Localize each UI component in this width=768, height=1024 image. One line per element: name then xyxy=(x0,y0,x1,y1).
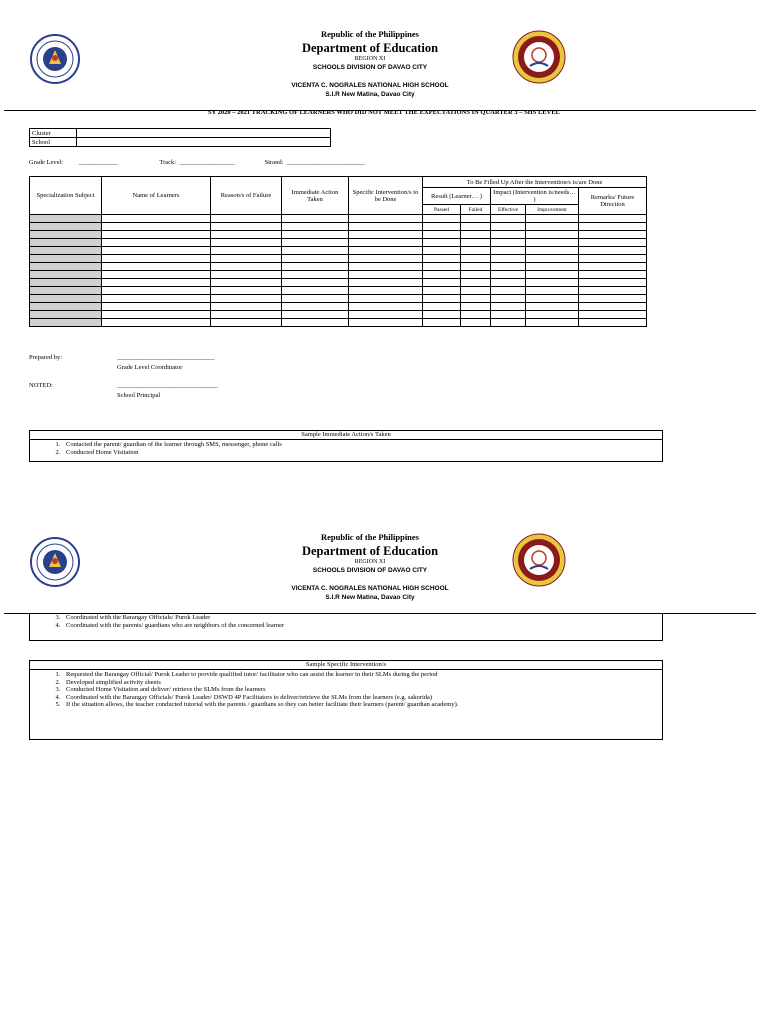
table-row xyxy=(30,271,647,279)
table-cell[interactable] xyxy=(102,247,211,255)
list-item: 4. Coordinated with the parents/ guardians who are neighbors of the concerned learner xyxy=(62,622,662,630)
republic-text: Republic of the Philippines xyxy=(320,29,419,39)
specific-interventions-box xyxy=(29,660,663,740)
table-cell[interactable] xyxy=(282,239,349,247)
noted-label: NOTED: xyxy=(29,382,53,389)
col-specific: Specific Intervention/s to be Done xyxy=(349,177,423,215)
table-cell[interactable] xyxy=(461,287,491,295)
table-cell[interactable] xyxy=(423,255,461,263)
table-cell[interactable] xyxy=(423,295,461,303)
table-cell[interactable] xyxy=(491,295,526,303)
list-item: 4. Coordinated with the Barangay Officials/ Purok Leader/ DSWD 4P Facilitators to deliver/retrieve the SLMs from the learners (e.g. sakorida) xyxy=(62,694,662,702)
table-cell[interactable] xyxy=(30,295,102,303)
table-cell[interactable] xyxy=(282,319,349,327)
prepared-label: Prepared by: xyxy=(29,354,63,361)
tracking-table xyxy=(29,176,647,327)
table-row xyxy=(30,215,647,223)
table-cell[interactable] xyxy=(282,247,349,255)
school-field[interactable] xyxy=(77,138,331,147)
table-cell[interactable] xyxy=(102,311,211,319)
table-cell[interactable] xyxy=(349,279,423,287)
immediate-actions-list-continued xyxy=(30,614,662,629)
table-cell[interactable] xyxy=(30,263,102,271)
table-cell[interactable] xyxy=(102,319,211,327)
address-text: S.I.R New Matina, Davao City xyxy=(325,91,415,98)
table-cell[interactable] xyxy=(102,279,211,287)
table-cell[interactable] xyxy=(526,247,579,255)
list-item: 2. Conducted Home Visitation xyxy=(62,449,662,457)
table-cell[interactable] xyxy=(102,263,211,271)
table-cell[interactable] xyxy=(349,247,423,255)
table-cell[interactable] xyxy=(491,223,526,231)
table-cell[interactable] xyxy=(423,279,461,287)
table-cell[interactable] xyxy=(579,319,647,327)
table-cell[interactable] xyxy=(423,319,461,327)
table-cell[interactable] xyxy=(423,247,461,255)
table-cell[interactable] xyxy=(491,287,526,295)
table-cell[interactable] xyxy=(461,271,491,279)
grade-blank[interactable]: ____________ xyxy=(78,159,118,166)
table-cell[interactable] xyxy=(491,279,526,287)
school-text: VICENTA C. NOGRALES NATIONAL HIGH SCHOOL xyxy=(291,585,449,592)
table-cell[interactable] xyxy=(30,231,102,239)
table-cell[interactable] xyxy=(349,311,423,319)
table-cell[interactable] xyxy=(102,295,211,303)
prepared-block xyxy=(29,354,329,371)
table-cell[interactable] xyxy=(349,295,423,303)
table-cell[interactable] xyxy=(579,239,647,247)
table-cell[interactable] xyxy=(30,287,102,295)
table-cell[interactable] xyxy=(423,239,461,247)
table-cell[interactable] xyxy=(423,223,461,231)
table-cell[interactable] xyxy=(461,231,491,239)
table-cell[interactable] xyxy=(349,319,423,327)
table-cell[interactable] xyxy=(579,303,647,311)
table-cell[interactable] xyxy=(461,223,491,231)
table-cell[interactable] xyxy=(526,255,579,263)
table-cell[interactable] xyxy=(461,311,491,319)
table-row xyxy=(30,231,647,239)
col-immediate: Immediate Action Taken xyxy=(282,177,349,215)
immediate-actions-title: Sample Immediate Action/s Taken xyxy=(30,431,662,440)
table-row xyxy=(30,263,647,271)
table-cell[interactable] xyxy=(349,255,423,263)
table-cell[interactable] xyxy=(211,311,282,319)
noted-block xyxy=(29,382,329,399)
col-result: Result (Learner… ) xyxy=(423,188,491,205)
prepared-role: Grade Level Coordinator xyxy=(117,364,183,371)
cluster-school-table xyxy=(29,128,331,147)
table-row xyxy=(30,319,647,327)
specific-interventions-list xyxy=(30,670,662,709)
table-cell[interactable] xyxy=(211,255,282,263)
table-cell[interactable] xyxy=(30,215,102,223)
table-cell[interactable] xyxy=(423,263,461,271)
table-cell[interactable] xyxy=(211,303,282,311)
table-cell[interactable] xyxy=(526,279,579,287)
table-row xyxy=(30,287,647,295)
table-cell[interactable] xyxy=(491,255,526,263)
table-cell[interactable] xyxy=(282,279,349,287)
table-row xyxy=(30,223,647,231)
table-cell[interactable] xyxy=(102,287,211,295)
form-title: SY 2020 – 2021 TRACKING OF LEARNERS WHO DID NOT MEET THE EXPECTATIONS IN QUARTER 3 – SHS LEVEL xyxy=(207,109,561,116)
noted-role: School Principal xyxy=(117,392,161,399)
list-item: 2. Developed simplified activity sheets xyxy=(62,679,662,687)
grade-level-row xyxy=(29,159,449,166)
table-cell[interactable] xyxy=(491,319,526,327)
table-row xyxy=(30,247,647,255)
col-failed: Failed xyxy=(461,205,491,215)
table-row xyxy=(30,279,647,287)
table-row xyxy=(30,255,647,263)
table-row xyxy=(30,311,647,319)
table-cell[interactable] xyxy=(30,271,102,279)
table-cell[interactable] xyxy=(349,231,423,239)
division-text: SCHOOLS DIVISION OF DAVAO CITY xyxy=(312,64,428,71)
table-cell[interactable] xyxy=(102,223,211,231)
table-cell[interactable] xyxy=(30,239,102,247)
list-item: 1. Requested the Barangay Official/ Purok Leader to provide qualified tutor/ facilitator who can assist the learner in their SLMs during the period xyxy=(62,671,662,679)
table-cell[interactable] xyxy=(211,287,282,295)
school-seal-icon xyxy=(512,30,566,84)
table-cell[interactable] xyxy=(491,303,526,311)
table-cell[interactable] xyxy=(423,231,461,239)
table-cell[interactable] xyxy=(282,311,349,319)
immediate-actions-box-page1 xyxy=(29,430,663,462)
republic-text: Republic of the Philippines xyxy=(320,532,419,542)
table-cell[interactable] xyxy=(491,263,526,271)
table-cell[interactable] xyxy=(211,239,282,247)
table-cell[interactable] xyxy=(461,263,491,271)
table-cell[interactable] xyxy=(423,215,461,223)
col-fill-header: To Be Filled Up After the Intervention/s is/are Done xyxy=(423,177,647,188)
table-cell[interactable] xyxy=(579,279,647,287)
table-cell[interactable] xyxy=(349,263,423,271)
cluster-label: Cluster xyxy=(30,129,77,138)
table-cell[interactable] xyxy=(461,303,491,311)
strand-label: Strand: xyxy=(264,159,284,166)
table-row xyxy=(30,303,647,311)
table-cell[interactable] xyxy=(211,319,282,327)
table-cell[interactable] xyxy=(526,223,579,231)
table-cell[interactable] xyxy=(102,215,211,223)
table-cell[interactable] xyxy=(30,319,102,327)
table-cell[interactable] xyxy=(461,255,491,263)
table-cell[interactable] xyxy=(461,215,491,223)
table-cell[interactable] xyxy=(211,215,282,223)
grade-label: Grade Level: xyxy=(29,159,64,166)
table-cell[interactable] xyxy=(579,247,647,255)
table-cell[interactable] xyxy=(579,311,647,319)
table-cell[interactable] xyxy=(526,295,579,303)
table-cell[interactable] xyxy=(491,215,526,223)
table-cell[interactable] xyxy=(102,255,211,263)
school-text: VICENTA C. NOGRALES NATIONAL HIGH SCHOOL xyxy=(291,82,449,89)
track-blank[interactable]: _________________ xyxy=(179,159,235,166)
track-label: Track: xyxy=(159,159,177,166)
table-cell[interactable] xyxy=(423,311,461,319)
table-cell[interactable] xyxy=(349,239,423,247)
table-cell[interactable] xyxy=(30,303,102,311)
table-cell[interactable] xyxy=(461,247,491,255)
department-text: Department of Education xyxy=(301,41,439,55)
table-cell[interactable] xyxy=(461,295,491,303)
table-cell[interactable] xyxy=(423,303,461,311)
prepared-signature-line[interactable]: ______________________________ xyxy=(117,354,215,361)
table-cell[interactable] xyxy=(491,247,526,255)
region-text: REGION XI xyxy=(354,559,386,565)
table-cell[interactable] xyxy=(349,215,423,223)
table-cell[interactable] xyxy=(526,231,579,239)
table-cell[interactable] xyxy=(102,271,211,279)
table-cell[interactable] xyxy=(102,231,211,239)
cluster-field[interactable] xyxy=(77,129,331,138)
table-cell[interactable] xyxy=(491,311,526,319)
table-cell[interactable] xyxy=(211,279,282,287)
immediate-actions-list xyxy=(30,440,662,456)
immediate-actions-box-page2 xyxy=(29,614,663,641)
table-cell[interactable] xyxy=(526,239,579,247)
deped-seal-icon xyxy=(30,34,80,84)
table-cell[interactable] xyxy=(526,311,579,319)
table-cell[interactable] xyxy=(282,295,349,303)
table-cell[interactable] xyxy=(526,287,579,295)
table-cell[interactable] xyxy=(282,287,349,295)
table-cell[interactable] xyxy=(102,303,211,311)
table-cell[interactable] xyxy=(579,287,647,295)
table-cell[interactable] xyxy=(211,295,282,303)
address-text: S.I.R New Matina, Davao City xyxy=(325,594,415,601)
table-cell[interactable] xyxy=(526,303,579,311)
list-item: 3. Conducted Home Visitation and deliver/ retrieve the SLMs from the learners xyxy=(62,686,662,694)
table-cell[interactable] xyxy=(282,231,349,239)
table-cell[interactable] xyxy=(491,239,526,247)
table-cell[interactable] xyxy=(30,223,102,231)
table-cell[interactable] xyxy=(579,271,647,279)
table-cell[interactable] xyxy=(30,311,102,319)
region-text: REGION XI xyxy=(354,56,386,62)
list-item: 1. Contacted the parent/ guardian of the learner through SMS, messenger, phone calls xyxy=(62,441,662,449)
table-cell[interactable] xyxy=(349,223,423,231)
col-remarks: Remarks/ Future Direction xyxy=(579,188,647,215)
table-cell[interactable] xyxy=(349,287,423,295)
table-cell[interactable] xyxy=(211,231,282,239)
table-cell[interactable] xyxy=(282,223,349,231)
table-cell[interactable] xyxy=(579,263,647,271)
table-cell[interactable] xyxy=(579,255,647,263)
table-cell[interactable] xyxy=(282,215,349,223)
table-cell[interactable] xyxy=(211,223,282,231)
table-cell[interactable] xyxy=(30,255,102,263)
table-cell[interactable] xyxy=(30,247,102,255)
list-item: 5. If the situation allows, the teacher conducted tutorial with the parents / guardians so they can better facilitate their learners (parent/ guardian academy). xyxy=(62,701,662,709)
table-cell[interactable] xyxy=(461,239,491,247)
table-cell[interactable] xyxy=(579,223,647,231)
table-cell[interactable] xyxy=(349,271,423,279)
specific-interventions-title: Sample Specific Intervention/s xyxy=(30,661,662,670)
col-effective: Effective xyxy=(491,205,526,215)
table-row xyxy=(30,239,647,247)
table-cell[interactable] xyxy=(526,263,579,271)
table-cell[interactable] xyxy=(461,319,491,327)
col-name: Name of Learners xyxy=(102,177,211,215)
col-reasons: Reason/s of Failure xyxy=(211,177,282,215)
table-cell[interactable] xyxy=(461,279,491,287)
table-cell[interactable] xyxy=(211,271,282,279)
list-item: 3. Coordinated with the Barangay Officials/ Purok Leader xyxy=(62,614,662,622)
table-cell[interactable] xyxy=(349,303,423,311)
table-cell[interactable] xyxy=(579,215,647,223)
col-improvement: Improvement xyxy=(526,205,579,215)
table-cell[interactable] xyxy=(579,231,647,239)
table-cell[interactable] xyxy=(423,287,461,295)
division-text: SCHOOLS DIVISION OF DAVAO CITY xyxy=(312,567,428,574)
table-cell[interactable] xyxy=(282,271,349,279)
table-cell[interactable] xyxy=(102,239,211,247)
table-cell[interactable] xyxy=(423,271,461,279)
deped-seal-icon xyxy=(30,537,80,587)
col-impact: Impact (Intervention is/needs… ) xyxy=(491,188,579,205)
noted-signature-line[interactable]: _______________________________ xyxy=(117,382,218,389)
table-cell[interactable] xyxy=(526,319,579,327)
table-cell[interactable] xyxy=(491,231,526,239)
table-cell[interactable] xyxy=(30,279,102,287)
table-cell[interactable] xyxy=(211,263,282,271)
tracking-rows xyxy=(30,215,647,327)
table-cell[interactable] xyxy=(526,215,579,223)
table-row xyxy=(30,295,647,303)
strand-blank[interactable]: ________________________ xyxy=(287,159,365,166)
table-cell[interactable] xyxy=(211,247,282,255)
table-cell[interactable] xyxy=(282,303,349,311)
table-cell[interactable] xyxy=(579,295,647,303)
school-seal-icon xyxy=(512,533,566,587)
department-text: Department of Education xyxy=(301,544,439,558)
col-specialization: Specialization Subject xyxy=(30,177,102,215)
table-cell[interactable] xyxy=(282,263,349,271)
table-cell[interactable] xyxy=(491,271,526,279)
school-label: School xyxy=(30,138,77,147)
col-passed: Passed xyxy=(423,205,461,215)
table-cell[interactable] xyxy=(526,271,579,279)
table-cell[interactable] xyxy=(282,255,349,263)
